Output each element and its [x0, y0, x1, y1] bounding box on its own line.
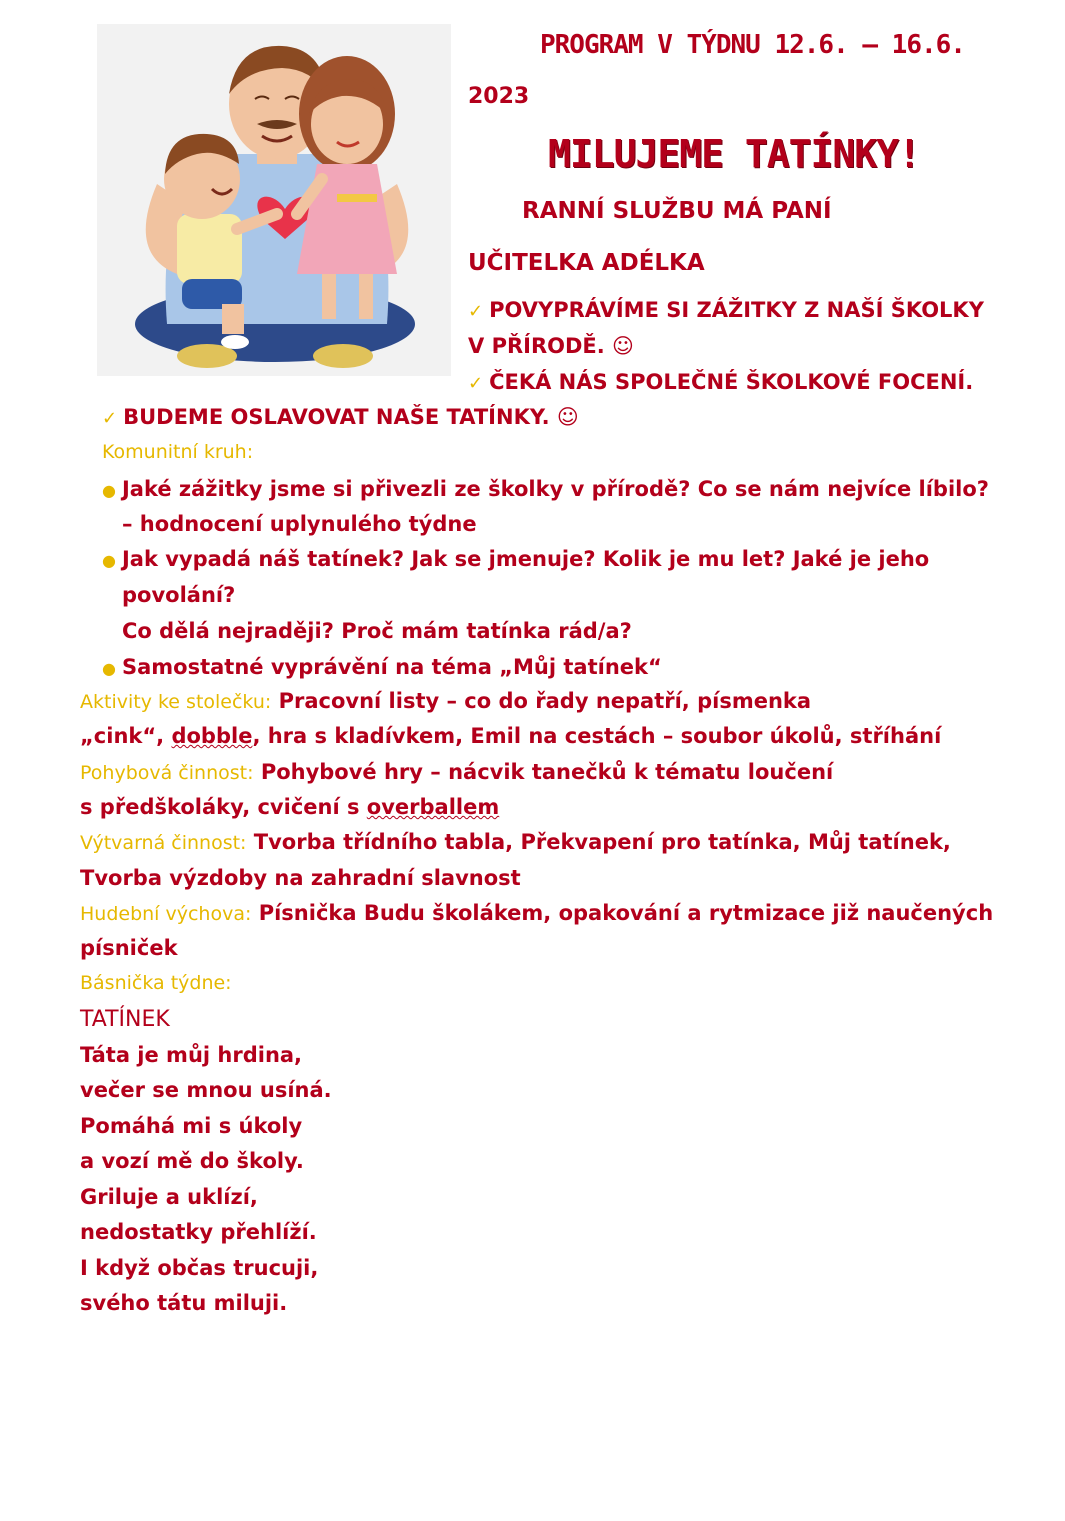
poem-line: I když občas trucuji, [80, 1256, 319, 1280]
checklist-item: ✓ ČEKÁ NÁS SPOLEČNÉ ŠKOLKOVÉ FOCENÍ. [468, 370, 974, 394]
poem-line: a vozí mě do školy. [80, 1149, 304, 1173]
poem-label: Básnička týdne: [80, 972, 232, 994]
community-item: ● Jaké zážitky jsme si přivezli ze školky v přírodě? Co se nám nejvíce líbilo? [102, 477, 989, 501]
community-item-continuation: – hodnocení uplynulého týdne [122, 512, 477, 536]
father-children-illustration [97, 24, 451, 376]
art-text: Tvorba třídního tabla, Překvapení pro tatínka, Můj tatínek, [253, 830, 951, 854]
music-text: Písnička Budu školákem, opakování a rytmizace již naučených [258, 901, 994, 925]
poem-line: svého tátu miluji. [80, 1291, 288, 1315]
poem-line: Griluje a uklízí, [80, 1185, 258, 1209]
movement-text: Pohybové hry – nácvik tanečků k tématu loučení [260, 760, 834, 784]
motto-heading: MILUJEME TATÍNKY! [548, 132, 920, 176]
program-title: PROGRAM V TÝDNU 12.6. – 16.6. [540, 30, 965, 60]
poem-line: večer se mnou usíná. [80, 1078, 332, 1102]
bullet-icon: ● [102, 481, 116, 500]
program-year: 2023 [468, 84, 530, 109]
poem-line: Pomáhá mi s úkoly [80, 1114, 303, 1138]
movement-label: Pohybová činnost: [80, 762, 254, 784]
activities-label: Aktivity ke stolečku: [80, 691, 272, 713]
checklist-item-continuation: V PŘÍRODĚ. ☺ [468, 334, 634, 358]
service-line-2: UČITELKA ADÉLKA [468, 250, 705, 276]
music-label: Hudební výchova: [80, 903, 252, 925]
community-item: ● Samostatné vyprávění na téma „Můj tatínek“ [102, 655, 662, 679]
bullet-icon: ● [102, 551, 116, 570]
movement-text-continuation: s předškoláky, cvičení s overballem [80, 795, 500, 819]
community-label: Komunitní kruh: [102, 441, 254, 463]
art-text-continuation: Tvorba výzdoby na zahradní slavnost [80, 866, 521, 890]
music-section [80, 901, 993, 925]
art-label: Výtvarná činnost: [80, 832, 247, 854]
poem-line: nedostatky přehlíží. [80, 1220, 317, 1244]
service-line-1: RANNÍ SLUŽBU MÁ PANÍ [522, 198, 832, 224]
bullet-icon: ● [102, 659, 116, 678]
poem-line: Táta je můj hrdina, [80, 1043, 303, 1067]
community-item-continuation: povolání? [122, 583, 236, 607]
poem-title: TATÍNEK [80, 1007, 170, 1032]
check-icon: ✓ [468, 301, 484, 322]
activities-text-continuation: „cink“, dobble, hra s kladívkem, Emil na cestách – soubor úkolů, stříhání [80, 724, 942, 748]
checklist-item: ✓ POVYPRÁVÍME SI ZÁŽITKY Z NAŠÍ ŠKOLKY [468, 298, 984, 322]
music-text-continuation: písniček [80, 936, 178, 960]
activities-section [80, 689, 811, 713]
community-item: ● Jak vypadá náš tatínek? Jak se jmenuje? Kolik je mu let? Jaké je jeho [102, 547, 930, 571]
community-item-continuation: Co dělá nejraději? Proč mám tatínka rád/a? [122, 619, 632, 643]
check-icon: ✓ [102, 408, 118, 429]
art-section [80, 830, 951, 854]
check-icon: ✓ [468, 373, 484, 394]
movement-section [80, 760, 833, 784]
activities-text: Pracovní listy – co do řady nepatří, písmenka [278, 689, 812, 713]
checklist-item: ✓ BUDEME OSLAVOVAT NAŠE TATÍNKY. ☺ [102, 405, 579, 429]
